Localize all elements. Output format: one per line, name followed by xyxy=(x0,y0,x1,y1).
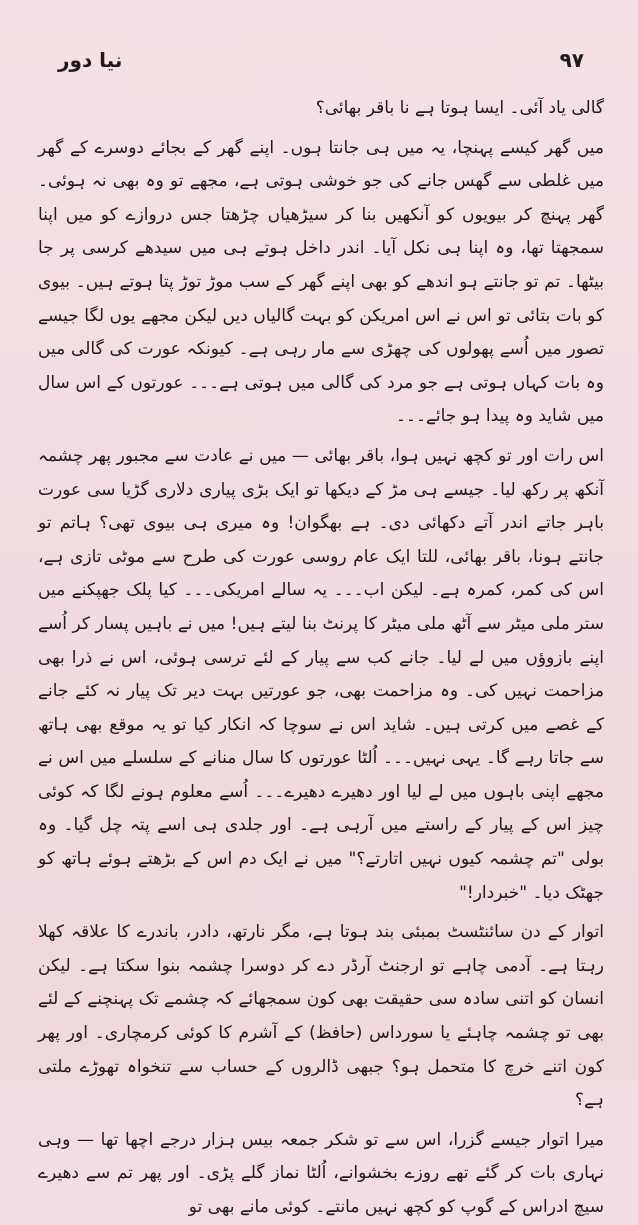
paragraph: اس رات اور تو کچھ نہیں ہوا، باقر بھائی — میں نے عادت سے مجبور پھر چشمہ آنکھ پر رکھ لیا۔ جیسے ہی مڑ کے دیکھا تو ایک بڑی پیاری دلاری گڑیا سی عورت باہر جاتے اندر آتے دکھائی دی۔ ہے بھگوان! وہ میری ہی بیوی تھی؟ ہاتم تو جانتے ہونا، باقر بھائی، للتا ایک عام روسی عورت کی طرح سے موٹی تازی ہے، اس کی کمر، کمرہ ہے۔ لیکن اب۔۔۔ یہ سالے امریکی۔۔۔ کیا پلک جھپکنے میں ستر ملی میٹر سے آٹھ ملی میٹر کا پرنٹ بنا لیتے ہیں! میں نے باہیں پسار کر اُسے اپنے بازوؤں میں لے لیا۔ جانے کب سے پیار کے لئے ترسی ہوئی، اس نے ذرا بھی مزاحمت نہیں کی۔ وہ مزاحمت بھی، جو عورتیں بہت دیر تک پیار نہ کئے جانے کے غصے میں کرتی ہیں۔ شاید اس نے سوچا کہ انکار کیا تو یہ موقع بھی ہاتھ سے جاتا رہے گا۔ یہی نہیں۔۔۔ اُلٹا عورتوں کا سال منانے کے سلسلے میں اس نے مجھے اپنی باہوں میں لے لیا اور دھیرے دھیرے۔۔۔ اُسے معلوم ہونے لگا کہ کوئی چیز اس کے پیار کے راستے میں آرہی ہے۔ اور جلدی ہی اسے پتہ چل گیا۔ وہ بولی "تم چشمہ کیوں نہیں اتارتے؟" میں نے ایک دم اس کے بڑھتے ہوئے ہاتھ کو جھٹک دیا۔ "خبردار!" xyxy=(38,445,604,903)
page-body xyxy=(38,92,604,1225)
page-number: ۹۷ xyxy=(559,48,584,72)
paragraph: میں گھر کیسے پہنچا، یہ میں ہی جانتا ہوں۔ اپنے گھر کے بجائے دوسرے کے گھر میں غلطی سے گھس جانے کی جو خوشی ہوتی ہے، مجھے تو وہ بھی نہ ہوئی۔ گھر پہنچ کر بیویوں کو آنکھیں بنا کر سیڑھیاں چڑھتا جس دروازے کو میں اپنا سمجھتا تھا، وہ اپنا ہی نکل آیا۔ اندر داخل ہوتے ہی میں سیدھے کرسی پر جا بیٹھا۔ تم تو جانتے ہو اندھے کو بھی اپنے گھر کے سب موڑ توڑ پتا ہوتے ہیں۔ بیوی کو بات بتائی تو اس نے اس امریکن کو بہت گالیاں دیں لیکن مجھے یوں لگا جیسے تصور میں اُسے پھولوں کی چھڑی سے مار رہی ہے۔ کیونکہ عورت کی گالی میں وہ بات کہاں ہوتی ہے جو مرد کی گالی میں ہوتی ہے۔۔۔ عورتوں کے اس سال میں شاید وہ پیدا ہو جائے۔۔۔ xyxy=(38,137,604,427)
paragraph: میرا اتوار جیسے گزرا، اس سے تو شکر جمعہ بیس ہزار درجے اچھا تھا — وہی نہاری بات کر گئے تھے روزے بخشوانے، اُلٹا نماز گلے پڑی۔ اور پھر تم سے دھیرے سیچ ادراس کے گوپ کو کچھ نہیں مانتے۔ کوئی مانے بھی تو xyxy=(38,1129,604,1217)
running-title: نیا دور xyxy=(58,48,123,72)
paragraph: اتوار کے دن سائنٹسٹ بمبئی بند ہوتا ہے، مگر نارتھ، دادر، باندرے کا علاقہ کھلا رہتا ہے۔ آدمی چاہے تو ارجنٹ آرڈر دے کر دوسرا چشمہ بنوا سکتا ہے۔ لیکن انسان کو اتنی سادہ سی حقیقت بھی کون سمجھائے کہ چشمے تک پہنچنے کے لئے بھی تو چشمہ چاہئے یا سورداس (حافظ) کے آشرم کا کوئی کرمچاری۔ اور پھر کون اتنے خرچ کا متحمل ہو؟ جبھی ڈالروں کے حساب سے تنخواہ تھوڑے ملتی ہے؟ xyxy=(38,922,604,1111)
page-header xyxy=(44,44,594,84)
paragraph: گالی یاد آئی۔ ایسا ہوتا ہے نا باقر بھائی؟ xyxy=(315,98,604,118)
